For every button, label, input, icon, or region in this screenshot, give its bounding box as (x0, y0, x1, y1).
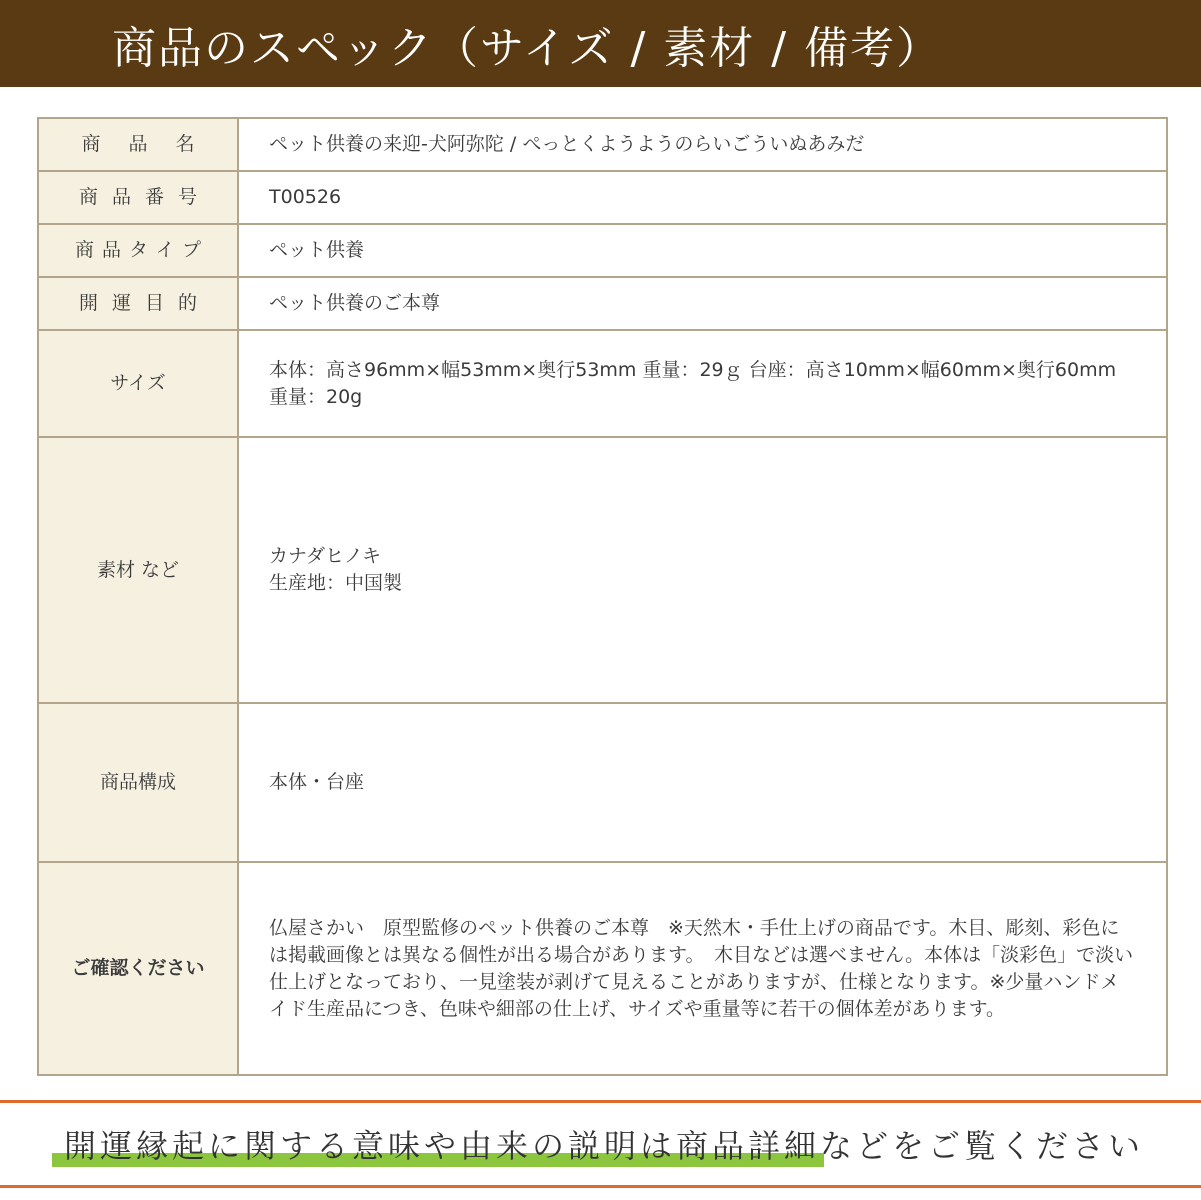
row-label-size: サイズ (38, 330, 238, 437)
table-row (38, 862, 1167, 1075)
row-label-product-name: 商品名 (38, 118, 238, 171)
table-row (38, 224, 1167, 277)
row-label-product-type: 商品タイプ (38, 224, 238, 277)
table-row (38, 171, 1167, 224)
row-value-size: 本体：高さ96mm×幅53mm×奥行53mm 重量：29ｇ 台座：高さ10mm×幅60mm×奥行60mm 重量：20g (238, 330, 1167, 437)
row-label-product-number: 商品番号 (38, 171, 238, 224)
footer-message: 開運縁起に関する意味や由来の説明は商品詳細などをご覧ください (64, 1127, 1145, 1165)
row-value-contents: 本体・台座 (238, 703, 1167, 862)
row-value-product-number: T00526 (238, 171, 1167, 224)
spec-table (37, 117, 1168, 1076)
row-label-purpose: 開運目的 (38, 277, 238, 330)
footer-banner (0, 1100, 1201, 1188)
row-value-product-type: ペット供養 (238, 224, 1167, 277)
table-row (38, 118, 1167, 171)
page-title: 商品のスペック（サイズ / 素材 / 備考） (112, 22, 943, 74)
row-value-product-name: ペット供養の来迎-犬阿弥陀 / ぺっとくようようのらいごういぬあみだ (238, 118, 1167, 171)
table-row (38, 437, 1167, 703)
row-label-confirm: ご確認ください (38, 862, 238, 1075)
row-label-contents: 商品構成 (38, 703, 238, 862)
table-row (38, 277, 1167, 330)
table-row (38, 330, 1167, 437)
row-value-purpose: ペット供養のご本尊 (238, 277, 1167, 330)
table-row (38, 703, 1167, 862)
row-value-material: カナダヒノキ 生産地：中国製 (238, 437, 1167, 703)
page-header (0, 0, 1201, 87)
row-value-notes: 仏屋さかい 原型監修のペット供養のご本尊 ※天然木・手仕上げの商品です。木目、彫刻、彩色には掲載画像とは異なる個性が出る場合があります。 木目などは選べません。本体は「淡彩色」で淡い仕上げとなっており、一見塗装が剥げて見えることがありますが、仕様となります。※少量ハンドメイド生産品につき、色味や細部の仕上げ、サイズや重量等に若干の個体差があります。 (238, 862, 1167, 1075)
row-label-material: 素材 など (38, 437, 238, 703)
